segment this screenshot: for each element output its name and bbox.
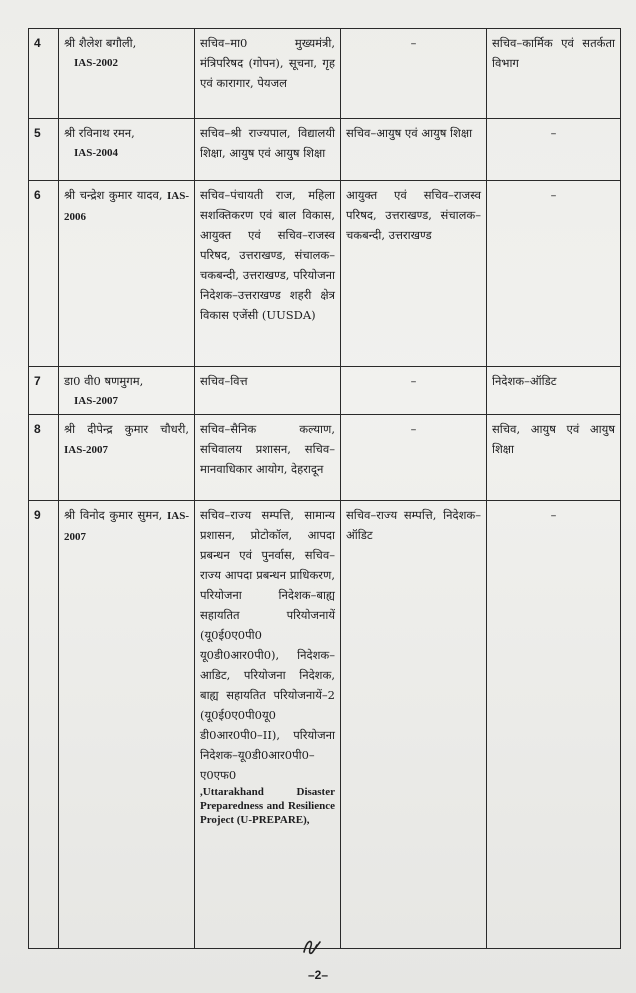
current-posting: सचिव–सैनिक कल्याण, सचिवालय प्रशासन, सचिव–मानवाधिकार आयोग, देहरादून [195,415,341,501]
page-number: –2– [307,968,329,982]
current-posting-hindi: सचिव–राज्य सम्पत्ति, सामान्य प्रशासन, प्रोटोकॉल, आपदा प्रबन्धन एवं पुनर्वास, सचिव–राज्य आपदा प्रबन्धन प्राधिकरण, परियोजना निदेशक–बाह्य सहायतित परियोजनायें (यू0ई0ए0पी0 यू0डी0आर0पी0), निदेशक–आडिट, परियोजना निदेशक, बाह्य सहायतित परियोजनायें–2 (यू0ई0ए0पी0यू0 डी0आर0पी0–II), परियोजना निदेशक–यू0डी0आर0पी0–ए0एफ0 [200,508,335,782]
officer-name-cell [59,29,195,119]
new-posting: निदेशक–ऑडिट [487,367,621,415]
serial-number: 4 [29,29,59,119]
current-posting: सचिव–श्री राज्यपाल, विद्यालयी शिक्षा, आयुष एवं आयुष शिक्षा [195,119,341,181]
officer-name-cell [59,501,195,949]
current-posting-english: ,Uttarakhand Disaster Preparedness and Resilience Project (U-PREPARE), [200,786,335,826]
officer-batch: IAS-2007 [64,444,109,456]
current-posting [195,501,341,949]
relieved-posting: सचिव–आयुष एवं आयुष शिक्षा [341,119,487,181]
current-posting: सचिव–मा0 मुख्यमंत्री, मंत्रिपरिषद (गोपन), सूचना, गृह एवं कारागार, पेयजल [195,29,341,119]
table-row [29,501,621,949]
officer-name: श्री रविनाथ रमन, [64,126,135,140]
serial-number: 8 [29,415,59,501]
table-row [29,29,621,119]
table-row [29,181,621,367]
officer-name: श्री चन्द्रेश कुमार यादव, [64,188,163,202]
officer-name: डा0 वी0 षणमुगम, [64,374,144,388]
officer-batch: IAS-2002 [74,57,119,69]
officer-batch: IAS-2006 [64,190,189,223]
new-posting: सचिव, आयुष एवं आयुष शिक्षा [487,415,621,501]
current-posting: सचिव–वित्त [195,367,341,415]
new-posting [487,501,621,949]
officer-transfer-table [28,28,621,949]
serial-number: 6 [29,181,59,367]
relieved-posting: सचिव–राज्य सम्पत्ति, निदेशक–ऑडिट [341,501,487,949]
dash-text: – [550,508,557,522]
table-row [29,415,621,501]
current-posting: सचिव–पंचायती राज, महिला सशक्तिकरण एवं बाल विकास, आयुक्त एवं सचिव–राजस्व परिषद, उत्तराखण्ड, संचालक–चकबन्दी, उत्तराखण्ड, परियोजना निदेशक–उत्तराखण्ड शहरी क्षेत्र विकास एजेंसी (UUSDA) [195,181,341,367]
table-row [29,367,621,415]
officer-batch: IAS-2004 [74,147,119,159]
officer-name: श्री विनोद कुमार सुमन, [64,508,163,522]
dash-text: – [410,36,417,50]
serial-number: 7 [29,367,59,415]
serial-number: 5 [29,119,59,181]
officer-name-cell [59,119,195,181]
officer-name-cell [59,415,195,501]
relieved-posting [341,367,487,415]
officer-batch: IAS-2007 [74,395,119,407]
signature-initials [300,936,324,958]
officer-name: श्री दीपेन्द्र कुमार चौधरी, [64,422,189,436]
relieved-posting [341,415,487,501]
new-posting [487,119,621,181]
dash-text: – [410,374,417,388]
new-posting: सचिव–कार्मिक एवं सतर्कता विभाग [487,29,621,119]
officer-batch: IAS-2007 [64,510,189,543]
relieved-posting: आयुक्त एवं सचिव–राजस्व परिषद, उत्तराखण्ड, संचालक–चकबन्दी, उत्तराखण्ड [341,181,487,367]
officer-name-cell [59,367,195,415]
new-posting [487,181,621,367]
dash-text: – [550,188,557,202]
dash-text: – [410,422,417,436]
table-row [29,119,621,181]
relieved-posting [341,29,487,119]
dash-text: – [550,126,557,140]
serial-number: 9 [29,501,59,949]
officer-name-cell [59,181,195,367]
officer-name: श्री शैलेश बगौली, [64,36,137,50]
